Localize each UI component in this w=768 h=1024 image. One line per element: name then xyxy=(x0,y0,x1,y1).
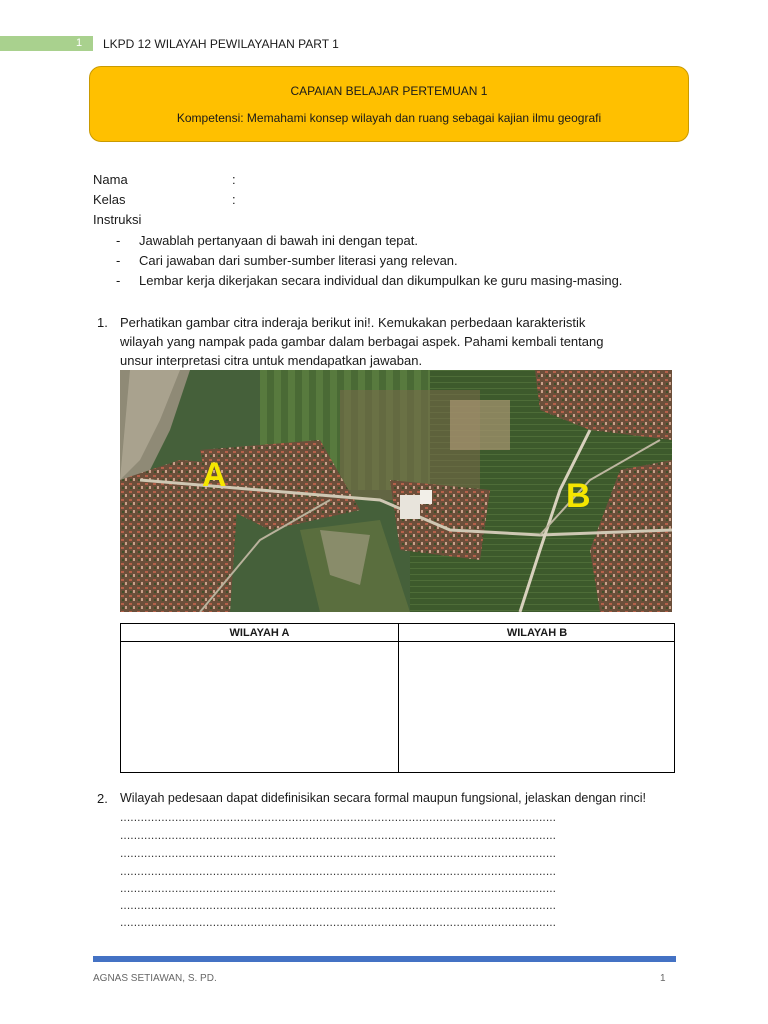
instruction-text: Cari jawaban dari sumber-sumber literasi yang relevan. xyxy=(139,253,458,268)
field-nama-label: Nama xyxy=(93,172,128,187)
field-kelas-label: Kelas xyxy=(93,192,126,207)
table-header-wilayah-b: WILAYAH B xyxy=(506,627,568,639)
satellite-image xyxy=(120,370,672,612)
question-1-line: wilayah yang nampak pada gambar dalam berbagai aspek. Pahami kembali tentang xyxy=(120,334,604,349)
answer-line[interactable]: ............................................................................................................................... xyxy=(120,898,557,912)
question-1-line: unsur interpretasi citra untuk mendapatkan jawaban. xyxy=(120,353,423,368)
footer-author: AGNAS SETIAWAN, S. PD. xyxy=(93,973,217,984)
instruction-text: Jawablah pertanyaan di bawah ini dengan tepat. xyxy=(139,233,418,248)
instruction-text: Lembar kerja dikerjakan secara individual dan dikumpulkan ke guru masing-masing. xyxy=(139,273,623,288)
answer-line[interactable]: ............................................................................................................................... xyxy=(120,828,557,842)
capaian-title: CAPAIAN BELAJAR PERTEMUAN 1 xyxy=(290,84,488,98)
instruction-dash: - xyxy=(116,273,121,288)
question-2-text: Wilayah pedesaan dapat didefinisikan secara formal maupun fungsional, jelaskan dengan rinci! xyxy=(120,791,647,805)
header-page-number: 1 xyxy=(76,37,83,49)
field-nama-colon: : xyxy=(232,172,236,187)
image-label-a: A xyxy=(202,456,227,494)
instruction-dash: - xyxy=(116,233,121,248)
image-label-b: B xyxy=(566,477,591,515)
capaian-box xyxy=(89,66,689,142)
footer-page-number: 1 xyxy=(660,973,666,984)
instruksi-heading: Instruksi xyxy=(93,212,142,227)
answer-line[interactable]: ............................................................................................................................... xyxy=(120,864,557,878)
answer-cell-wilayah-a[interactable] xyxy=(121,642,398,772)
answer-line[interactable]: ............................................................................................................................... xyxy=(120,915,557,929)
table-header-wilayah-a: WILAYAH A xyxy=(229,627,290,639)
answer-line[interactable]: ............................................................................................................................... xyxy=(120,810,557,824)
instruction-dash: - xyxy=(116,253,121,268)
capaian-kompetensi: Kompetensi: Memahami konsep wilayah dan ruang sebagai kajian ilmu geografi xyxy=(176,111,602,125)
answer-cell-wilayah-b[interactable] xyxy=(399,642,674,772)
question-2-number: 2. xyxy=(97,791,108,806)
answer-line[interactable]: ............................................................................................................................... xyxy=(120,846,557,860)
question-1-number: 1. xyxy=(97,315,108,330)
header-title: LKPD 12 WILAYAH PEWILAYAHAN PART 1 xyxy=(103,37,339,51)
footer-rule xyxy=(93,956,676,962)
answer-line[interactable]: ............................................................................................................................... xyxy=(120,881,557,895)
answer-table xyxy=(120,623,675,773)
question-1-line: Perhatikan gambar citra inderaja berikut ini!. Kemukakan perbedaan karakteristik xyxy=(120,315,586,330)
field-kelas-colon: : xyxy=(232,192,236,207)
